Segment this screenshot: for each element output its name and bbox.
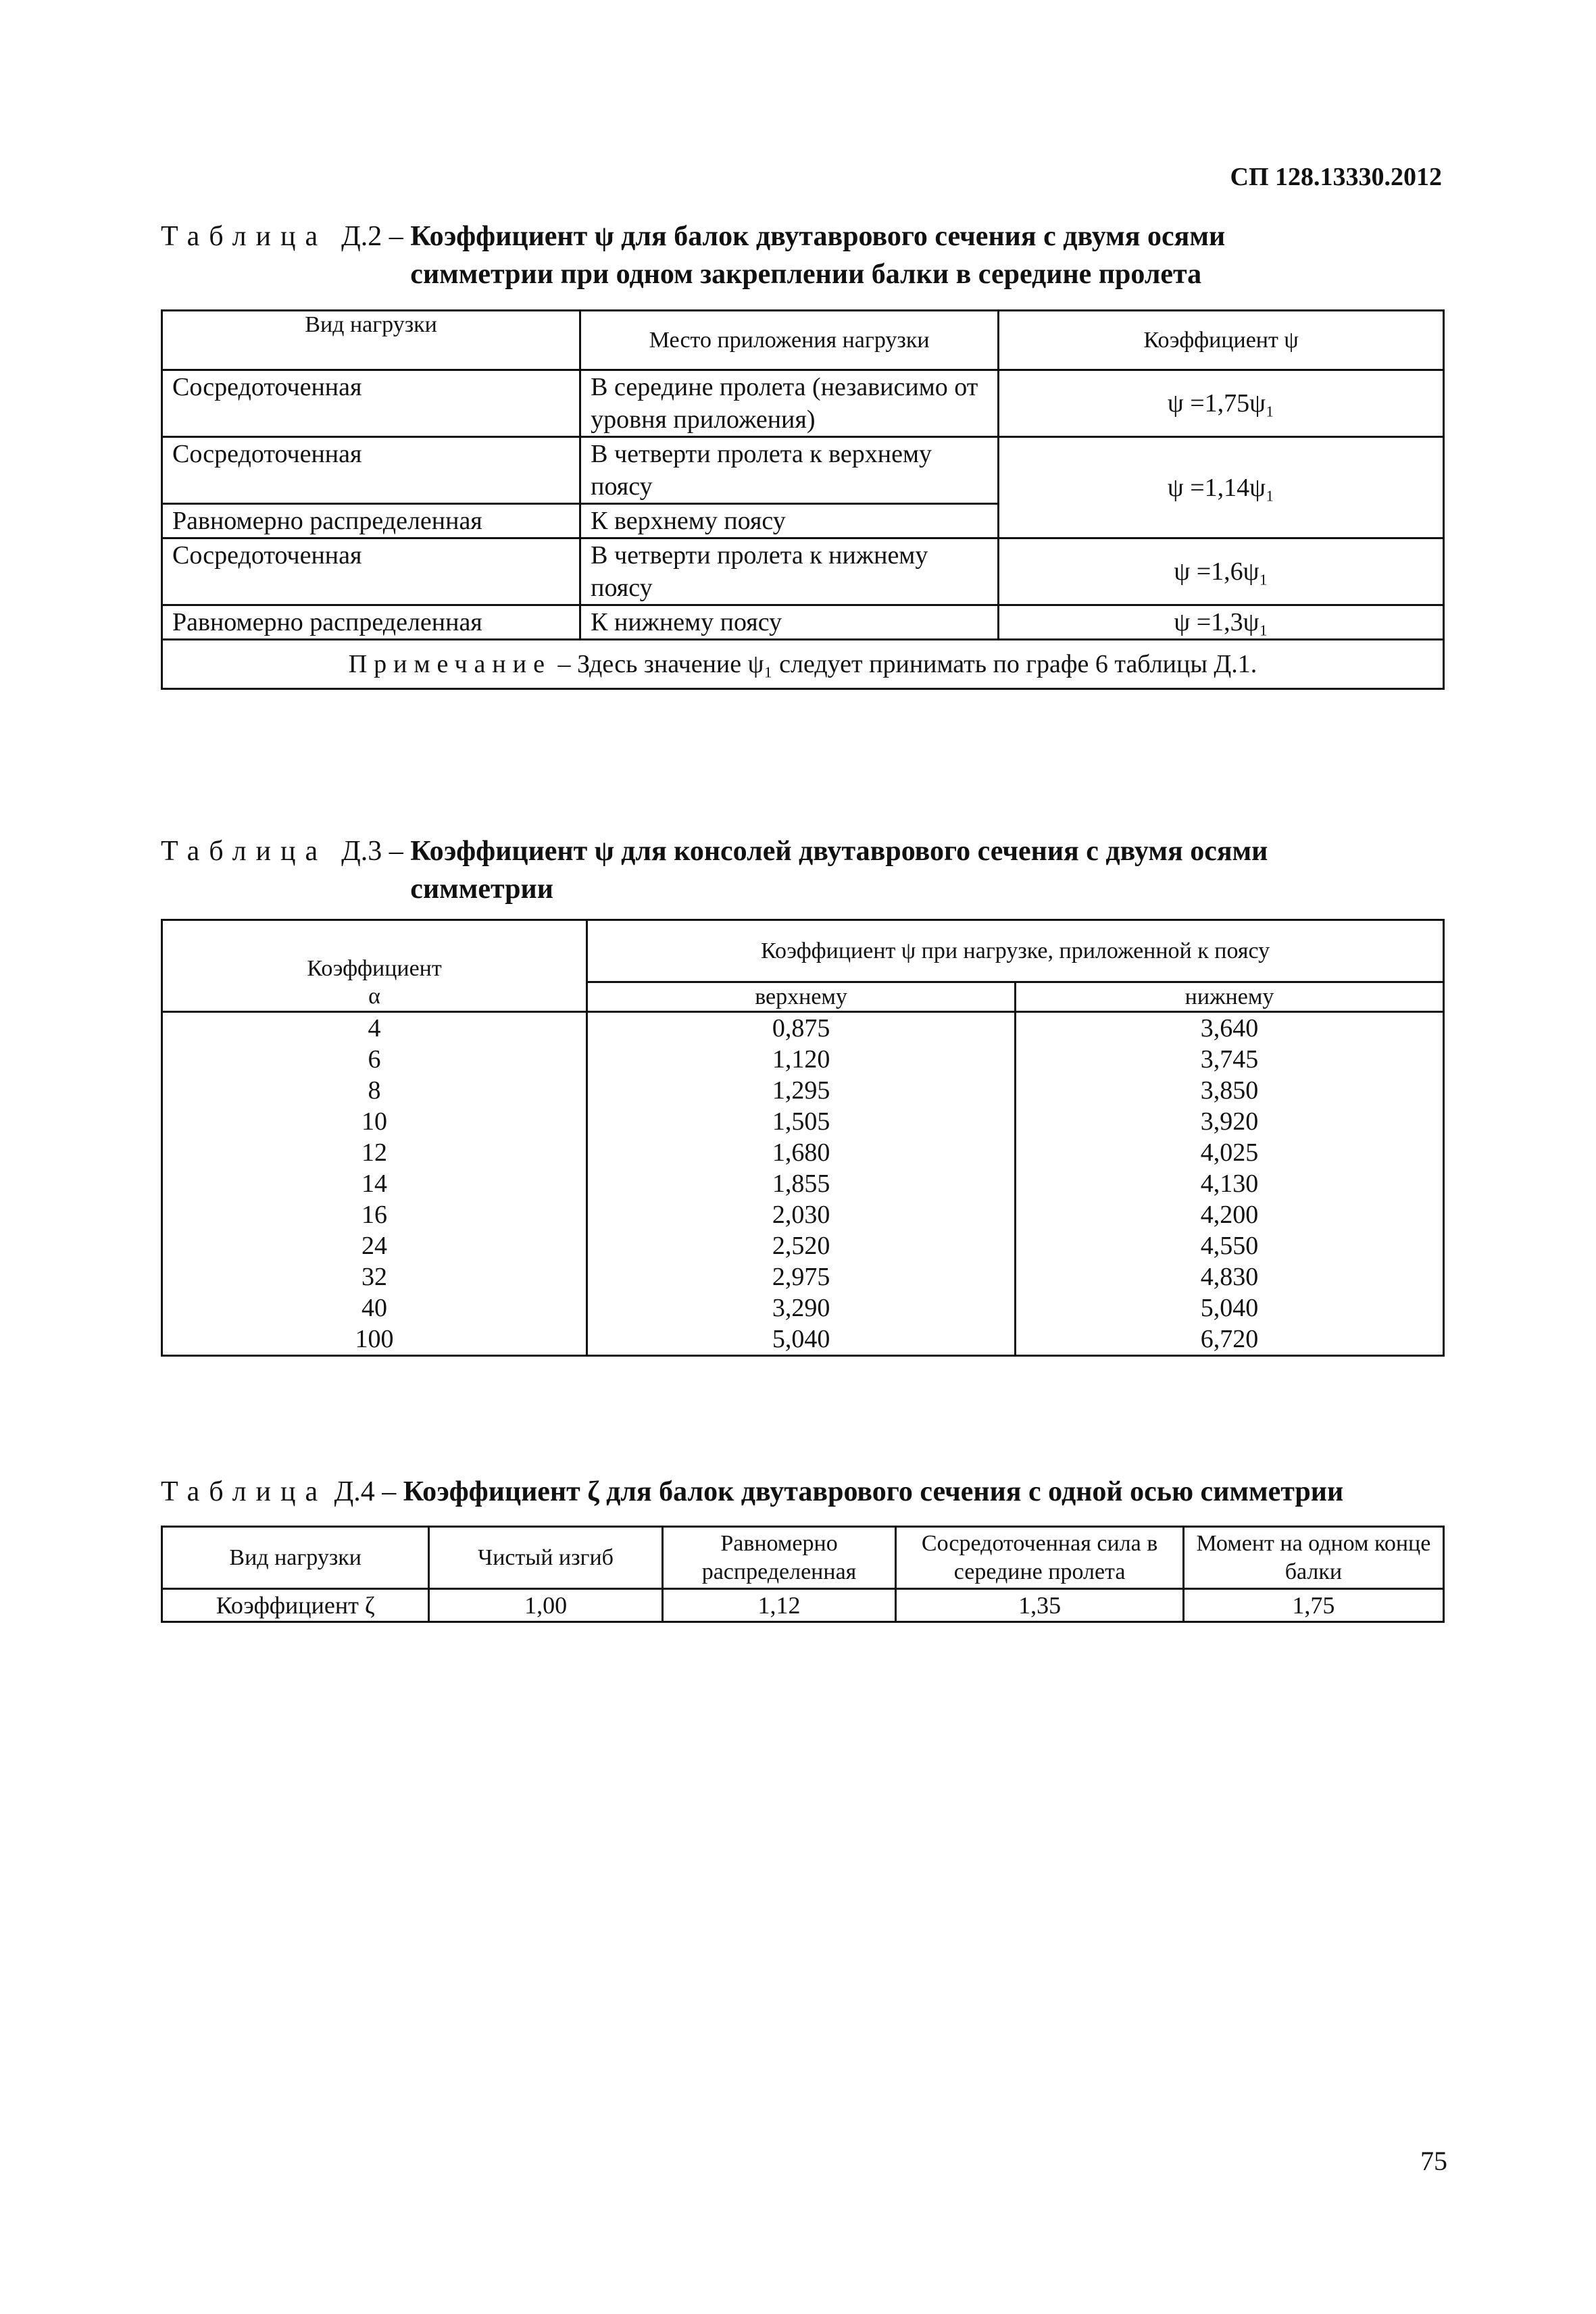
table-row-coef: ψ =1,75ψ₁ (999, 370, 1444, 437)
table-d2 (161, 309, 1445, 690)
table-d3-header-upper: верхнему (587, 982, 1016, 1012)
table-d2-note-text: – Здесь значение ψ₁ следует принимать по графе 6 таблицы Д.1. (557, 650, 1257, 678)
table-d3 (161, 919, 1445, 1357)
table-row-upper: 2,975 (587, 1261, 1016, 1292)
table-row-alpha: 12 (162, 1137, 587, 1168)
table-row-value: 1,12 (662, 1589, 896, 1622)
table-row-lower: 4,550 (1016, 1230, 1444, 1261)
table-row-place: В четверти пролета к нижнему поясу (580, 538, 999, 605)
table-row-upper: 1,505 (587, 1106, 1016, 1137)
page-number: 75 (1420, 2146, 1447, 2176)
table-d4 (161, 1526, 1445, 1623)
table-d2-header-load: Вид нагрузки (162, 311, 580, 370)
table-d4-header-concentrated: Сосредоточенная сила в середине пролета (896, 1527, 1183, 1589)
table-d4-caption-prefix: Таблица (161, 1476, 328, 1507)
table-row-lower: 4,025 (1016, 1137, 1444, 1168)
table-row-alpha: 8 (162, 1075, 587, 1106)
table-row-alpha: 10 (162, 1106, 587, 1137)
table-d3-caption-title-1: Коэффициент ψ для консолей двутаврового сечения с двумя осями (410, 836, 1268, 867)
table-row-lower: 3,745 (1016, 1044, 1444, 1075)
table-d4-header-load: Вид нагрузки (162, 1527, 429, 1589)
table-row-upper: 1,680 (587, 1137, 1016, 1168)
table-row-lower: 3,920 (1016, 1106, 1444, 1137)
table-d3-header-lower: нижнему (1016, 982, 1444, 1012)
table-row-lower: 6,720 (1016, 1324, 1444, 1356)
table-row-load: Сосредоточенная (162, 370, 580, 437)
table-row-place: К верхнему поясу (580, 504, 999, 538)
table-d4-caption (161, 1473, 1445, 1511)
table-row-lower: 5,040 (1016, 1292, 1444, 1324)
table-row-lower: 3,850 (1016, 1075, 1444, 1106)
table-row-load: Сосредоточенная (162, 437, 580, 504)
table-row-upper: 2,030 (587, 1199, 1016, 1230)
table-row-lower: 4,830 (1016, 1261, 1444, 1292)
table-row-value: 1,75 (1183, 1589, 1443, 1622)
table-row-alpha: 40 (162, 1292, 587, 1324)
table-d4-header-uniform: Равномерно распределенная (662, 1527, 896, 1589)
table-d3-caption-number: Д.3 – (341, 836, 403, 867)
table-d2-caption-title-1: Коэффициент ψ для балок двутаврового сечения с двумя осями (410, 221, 1226, 252)
table-row-alpha: 100 (162, 1324, 587, 1356)
table-d4-caption-number: Д.4 – (334, 1476, 397, 1507)
table-row-upper: 1,855 (587, 1168, 1016, 1199)
table-d2-caption-prefix: Таблица (161, 221, 328, 252)
table-d2-caption-number: Д.2 – (341, 221, 403, 252)
table-d2-caption-title-2: симметрии при одном закреплении балки в середине пролета (410, 259, 1202, 290)
table-row-alpha: 4 (162, 1012, 587, 1045)
document-code: СП 128.13330.2012 (1230, 163, 1442, 191)
table-row-value: 1,00 (429, 1589, 662, 1622)
table-row-coef: ψ =1,3ψ₁ (999, 605, 1444, 640)
table-d2-header-coef: Коэффициент ψ (999, 311, 1444, 370)
table-d3-header-alpha: α (162, 982, 587, 1012)
table-row-lower: 3,640 (1016, 1012, 1444, 1045)
table-d2-header-place: Место приложения нагрузки (580, 311, 999, 370)
table-row-place: К нижнему поясу (580, 605, 999, 640)
table-row-upper: 1,295 (587, 1075, 1016, 1106)
table-row-coef: ψ =1,6ψ₁ (999, 538, 1444, 605)
table-row-load: Равномерно распределенная (162, 504, 580, 538)
table-row-load: Сосредоточенная (162, 538, 580, 605)
table-row-alpha: 14 (162, 1168, 587, 1199)
table-d3-header-coef (162, 920, 587, 982)
table-d3-header-group: Коэффициент ψ при нагрузке, приложенной к поясу (587, 920, 1444, 982)
table-d3-header-coef-label: Коэффициент (307, 955, 442, 981)
table-row-place: В четверти пролета к верхнему поясу (580, 437, 999, 504)
table-d3-caption (161, 832, 1445, 908)
table-row-coef: ψ =1,14ψ₁ (999, 437, 1444, 538)
table-row-place: В середине пролета (независимо от уровня приложения) (580, 370, 999, 437)
table-row-alpha: 32 (162, 1261, 587, 1292)
table-row-upper: 2,520 (587, 1230, 1016, 1261)
table-row-alpha: 6 (162, 1044, 587, 1075)
table-row-alpha: 16 (162, 1199, 587, 1230)
table-d3-caption-title-2: симметрии (410, 874, 553, 905)
table-row-value: 1,35 (896, 1589, 1183, 1622)
table-row-lower: 4,130 (1016, 1168, 1444, 1199)
table-row-upper: 1,120 (587, 1044, 1016, 1075)
table-row-upper: 0,875 (587, 1012, 1016, 1045)
table-d4-header-moment: Момент на одном конце балки (1183, 1527, 1443, 1589)
table-row-load: Равномерно распределенная (162, 605, 580, 640)
table-row-upper: 5,040 (587, 1324, 1016, 1356)
table-row-upper: 3,290 (587, 1292, 1016, 1324)
table-row-alpha: 24 (162, 1230, 587, 1261)
table-d3-caption-prefix: Таблица (161, 836, 328, 867)
table-d2-note-label: Примечание (348, 650, 551, 678)
table-d4-header-pure-bending: Чистый изгиб (429, 1527, 662, 1589)
table-row-label: Коэффициент ζ (162, 1589, 429, 1622)
table-row-lower: 4,200 (1016, 1199, 1444, 1230)
table-d4-caption-title: Коэффициент ζ для балок двутаврового сечения с одной осью симметрии (403, 1476, 1344, 1507)
table-d2-caption (161, 218, 1445, 293)
table-d2-note (162, 640, 1444, 689)
